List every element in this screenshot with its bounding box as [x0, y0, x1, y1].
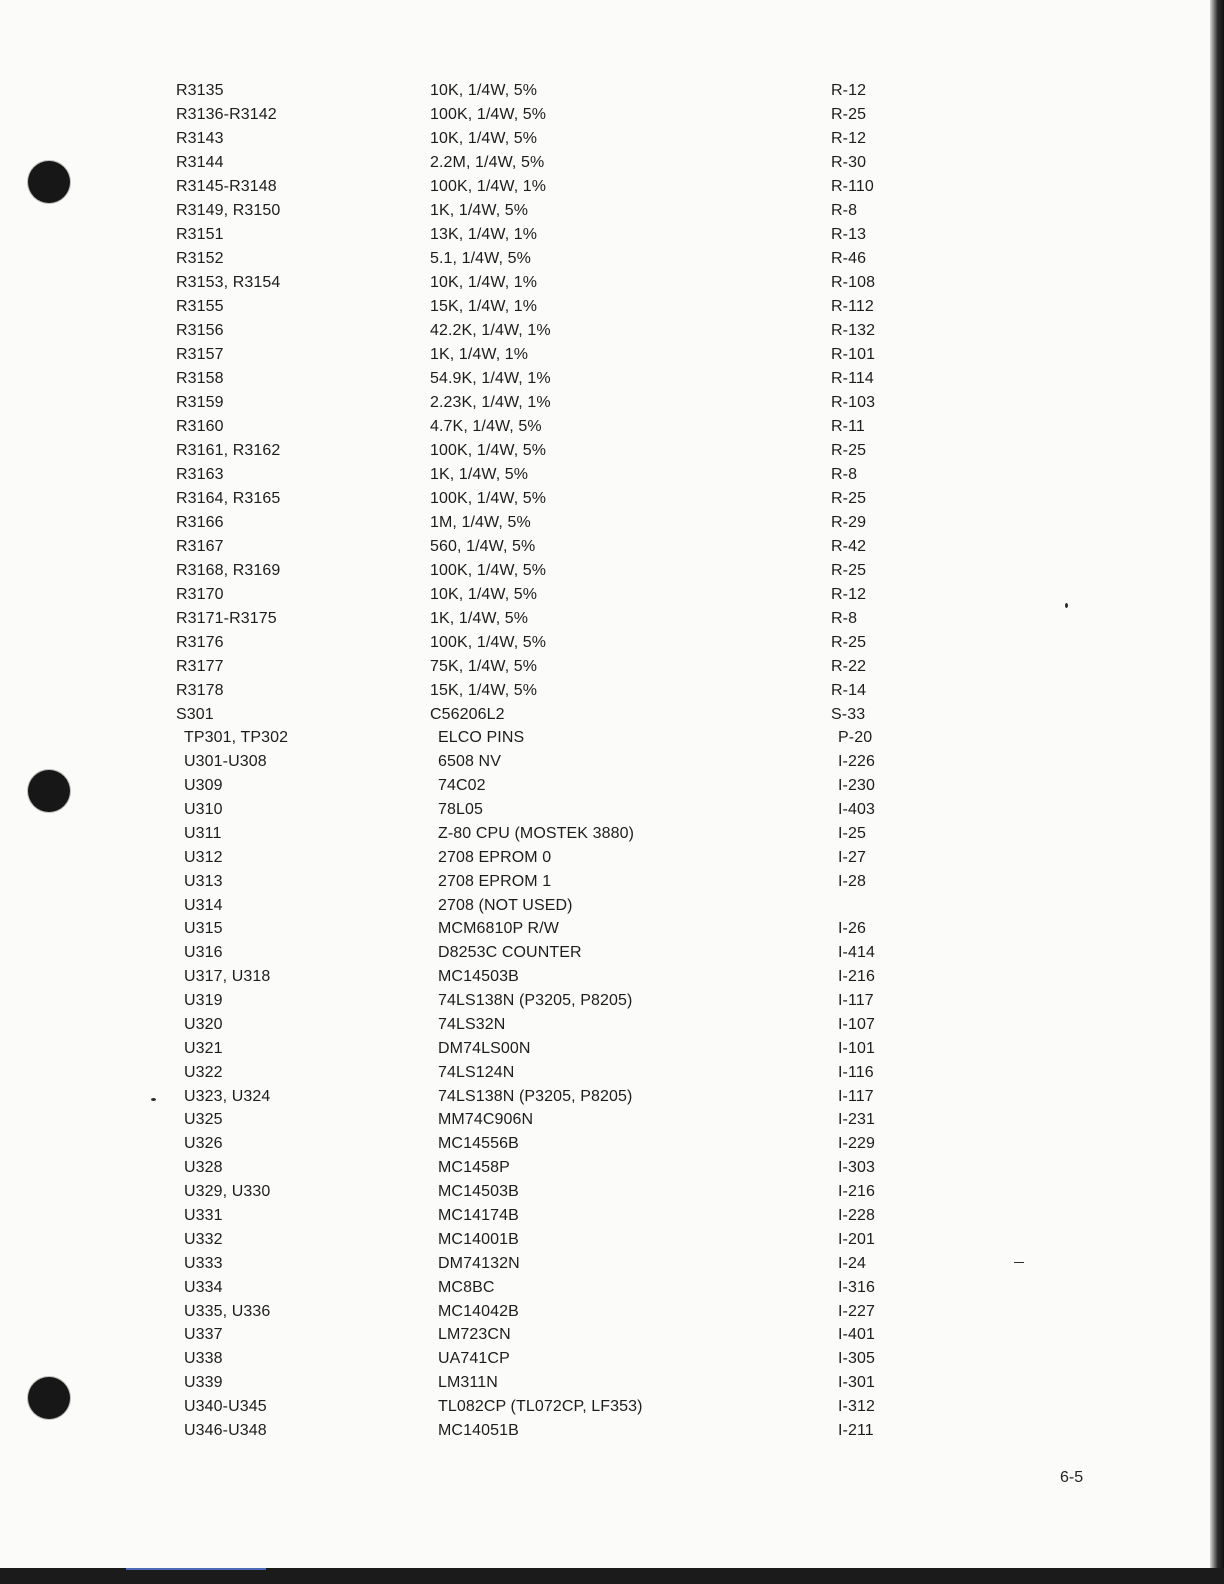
- part-description: D8253C COUNTER: [438, 944, 582, 961]
- part-reference: U320: [184, 1016, 223, 1033]
- part-code: R-8: [831, 466, 858, 483]
- parts-row: [0, 1204, 1224, 1228]
- part-code: I-26: [838, 920, 866, 937]
- part-description: MC14042B: [438, 1303, 519, 1320]
- part-code: R-46: [831, 250, 867, 267]
- part-description: 10K, 1/4W, 5%: [430, 586, 538, 603]
- parts-row: [0, 583, 1224, 607]
- part-code: R-11: [831, 418, 865, 435]
- part-code: I-117: [838, 992, 874, 1009]
- parts-row: [0, 631, 1224, 655]
- part-description: TL082CP (TL072CP, LF353): [438, 1398, 643, 1415]
- parts-row: [0, 1132, 1224, 1156]
- parts-row: [0, 989, 1224, 1013]
- parts-row: [0, 343, 1224, 367]
- part-reference: U311: [184, 825, 222, 842]
- part-reference: R3164, R3165: [176, 490, 281, 507]
- part-code: R-25: [831, 562, 867, 579]
- part-description: 1M, 1/4W, 5%: [430, 514, 531, 531]
- part-description: MC8BC: [438, 1279, 495, 1296]
- part-code: R-114: [831, 370, 874, 387]
- part-description: 2708 EPROM 1: [438, 873, 552, 890]
- parts-row: [0, 151, 1224, 175]
- part-code: P-20: [838, 729, 873, 746]
- part-description: 1K, 1/4W, 5%: [430, 466, 529, 483]
- scanner-bottom-edge: [0, 1568, 1224, 1584]
- part-reference: U314: [184, 897, 223, 914]
- part-reference: R3163: [176, 466, 224, 483]
- parts-row: [0, 535, 1224, 559]
- parts-row: [0, 1347, 1224, 1371]
- part-reference: U309: [184, 777, 223, 794]
- part-reference: U339: [184, 1374, 223, 1391]
- parts-row: [0, 870, 1224, 894]
- part-reference: R3143: [176, 130, 224, 147]
- part-code: I-216: [838, 968, 875, 985]
- part-code: R-101: [831, 346, 876, 363]
- part-description: 74LS32N: [438, 1016, 506, 1033]
- parts-row: [0, 1371, 1224, 1395]
- part-reference: R3156: [176, 322, 224, 339]
- part-description: 74LS138N (P3205, P8205): [438, 1088, 633, 1105]
- part-code: I-303: [838, 1159, 875, 1176]
- part-code: I-230: [838, 777, 875, 794]
- parts-row: [0, 559, 1224, 583]
- part-description: MC14051B: [438, 1422, 519, 1439]
- part-description: 10K, 1/4W, 5%: [430, 82, 538, 99]
- part-reference: U321: [184, 1040, 223, 1057]
- part-description: 74C02: [438, 777, 486, 794]
- part-reference: R3136-R3142: [176, 106, 277, 123]
- part-reference: U337: [184, 1326, 223, 1343]
- part-reference: R3170: [176, 586, 224, 603]
- parts-row: [0, 607, 1224, 631]
- part-code: I-301: [838, 1374, 875, 1391]
- part-reference: R3153, R3154: [176, 274, 281, 291]
- part-reference: R3158: [176, 370, 224, 387]
- part-code: I-27: [838, 849, 866, 866]
- part-reference: R3149, R3150: [176, 202, 281, 219]
- part-reference: R3151: [176, 226, 224, 243]
- part-code: R-112: [831, 298, 874, 315]
- part-description: DM74LS00N: [438, 1040, 531, 1057]
- part-code: R-12: [831, 130, 867, 147]
- part-reference: R3171-R3175: [176, 610, 277, 627]
- part-code: I-101: [838, 1040, 875, 1057]
- part-reference: U329, U330: [184, 1183, 271, 1200]
- part-reference: R3178: [176, 682, 224, 699]
- part-reference: R3160: [176, 418, 224, 435]
- parts-row: [0, 798, 1224, 822]
- part-code: R-25: [831, 106, 867, 123]
- parts-row: [0, 750, 1224, 774]
- part-reference: TP301, TP302: [184, 729, 289, 746]
- part-code: I-116: [838, 1064, 874, 1081]
- parts-row: [0, 319, 1224, 343]
- part-description: 100K, 1/4W, 1%: [430, 178, 547, 195]
- part-description: 54.9K, 1/4W, 1%: [430, 370, 551, 387]
- parts-row: [0, 1419, 1224, 1443]
- part-description: MM74C906N: [438, 1111, 534, 1128]
- part-reference: R3144: [176, 154, 224, 171]
- part-code: I-316: [838, 1279, 875, 1296]
- part-reference: S301: [176, 706, 214, 723]
- part-description: MC14001B: [438, 1231, 519, 1248]
- part-description: 74LS124N: [438, 1064, 515, 1081]
- part-code: R-12: [831, 586, 867, 603]
- part-reference: U328: [184, 1159, 223, 1176]
- part-description: 100K, 1/4W, 5%: [430, 106, 547, 123]
- parts-row: [0, 199, 1224, 223]
- part-description: MC14503B: [438, 968, 519, 985]
- part-code: R-25: [831, 634, 867, 651]
- part-description: MC1458P: [438, 1159, 510, 1176]
- parts-row: [0, 846, 1224, 870]
- parts-row: [0, 463, 1224, 487]
- part-code: I-312: [838, 1398, 875, 1415]
- part-code: I-201: [838, 1231, 875, 1248]
- parts-row: [0, 175, 1224, 199]
- part-reference: R3145-R3148: [176, 178, 277, 195]
- part-code: R-8: [831, 202, 858, 219]
- parts-row: [0, 1061, 1224, 1085]
- part-reference: U325: [184, 1111, 223, 1128]
- part-reference: U333: [184, 1255, 223, 1272]
- part-reference: U322: [184, 1064, 223, 1081]
- part-description: 2.23K, 1/4W, 1%: [430, 394, 551, 411]
- part-description: 78L05: [438, 801, 483, 818]
- part-code: R-132: [831, 322, 876, 339]
- parts-row: [0, 894, 1224, 918]
- part-code: I-414: [838, 944, 875, 961]
- part-code: I-25: [838, 825, 866, 842]
- page-number: 6-5: [1060, 1469, 1084, 1486]
- part-description: 10K, 1/4W, 1%: [430, 274, 538, 291]
- part-description: ELCO PINS: [438, 729, 525, 746]
- part-description: C56206L2: [430, 706, 505, 723]
- parts-row: [0, 1085, 1224, 1109]
- parts-row: [0, 367, 1224, 391]
- part-code: S-33: [831, 706, 866, 723]
- part-description: 1K, 1/4W, 5%: [430, 202, 529, 219]
- part-code: R-42: [831, 538, 867, 555]
- part-reference: R3152: [176, 250, 224, 267]
- part-code: I-231: [838, 1111, 875, 1128]
- part-description: MC14556B: [438, 1135, 519, 1152]
- part-description: 2708 (NOT USED): [438, 897, 573, 914]
- parts-row: [0, 271, 1224, 295]
- part-description: 1K, 1/4W, 5%: [430, 610, 529, 627]
- part-reference: R3135: [176, 82, 224, 99]
- parts-row: [0, 1013, 1224, 1037]
- part-description: 15K, 1/4W, 5%: [430, 682, 538, 699]
- parts-row: [0, 1156, 1224, 1180]
- part-description: Z-80 CPU (MOSTEK 3880): [438, 825, 635, 842]
- part-description: MCM6810P R/W: [438, 920, 559, 937]
- parts-row: [0, 1323, 1224, 1347]
- part-code: I-24: [838, 1255, 866, 1272]
- part-description: MC14174B: [438, 1207, 519, 1224]
- part-reference: R3159: [176, 394, 224, 411]
- part-reference: U335, U336: [184, 1303, 271, 1320]
- part-reference: U331: [184, 1207, 223, 1224]
- part-code: R-14: [831, 682, 867, 699]
- parts-row: [0, 941, 1224, 965]
- part-code: I-117: [838, 1088, 874, 1105]
- part-description: 42.2K, 1/4W, 1%: [430, 322, 551, 339]
- part-description: 74LS138N (P3205, P8205): [438, 992, 633, 1009]
- parts-row: [0, 726, 1224, 750]
- scanner-bottom-accent: [126, 1568, 266, 1570]
- part-code: I-216: [838, 1183, 875, 1200]
- part-reference: U313: [184, 873, 223, 890]
- part-code: R-110: [831, 178, 874, 195]
- part-reference: U340-U345: [184, 1398, 267, 1415]
- part-reference: U323, U324: [184, 1088, 271, 1105]
- part-reference: R3167: [176, 538, 224, 555]
- parts-row: [0, 295, 1224, 319]
- part-description: LM311N: [438, 1374, 498, 1391]
- parts-row: [0, 127, 1224, 151]
- parts-row: [0, 247, 1224, 271]
- parts-row: [0, 1180, 1224, 1204]
- part-reference: U312: [184, 849, 223, 866]
- parts-row: [0, 103, 1224, 127]
- scanner-right-edge: [1210, 0, 1224, 1584]
- parts-row: [0, 965, 1224, 989]
- part-code: I-305: [838, 1350, 875, 1367]
- part-description: MC14503B: [438, 1183, 519, 1200]
- parts-row: [0, 79, 1224, 103]
- parts-row: [0, 1300, 1224, 1324]
- part-description: 2708 EPROM 0: [438, 849, 552, 866]
- parts-row: [0, 223, 1224, 247]
- part-reference: R3161, R3162: [176, 442, 281, 459]
- part-code: I-226: [838, 753, 875, 770]
- part-code: R-22: [831, 658, 867, 675]
- part-code: I-107: [838, 1016, 875, 1033]
- part-code: I-227: [838, 1303, 875, 1320]
- part-description: 5.1, 1/4W, 5%: [430, 250, 531, 267]
- part-code: R-25: [831, 490, 867, 507]
- part-reference: U316: [184, 944, 223, 961]
- parts-row: [0, 1395, 1224, 1419]
- parts-row: [0, 391, 1224, 415]
- part-description: 100K, 1/4W, 5%: [430, 634, 547, 651]
- part-description: 6508 NV: [438, 753, 501, 770]
- parts-row: [0, 679, 1224, 703]
- part-reference: U338: [184, 1350, 223, 1367]
- part-description: LM723CN: [438, 1326, 511, 1343]
- parts-row: [0, 415, 1224, 439]
- part-description: UA741CP: [438, 1350, 510, 1367]
- part-code: R-8: [831, 610, 858, 627]
- part-code: R-103: [831, 394, 876, 411]
- part-code: I-403: [838, 801, 875, 818]
- part-description: 10K, 1/4W, 5%: [430, 130, 538, 147]
- part-description: 15K, 1/4W, 1%: [430, 298, 538, 315]
- part-description: 13K, 1/4W, 1%: [430, 226, 538, 243]
- part-description: DM74132N: [438, 1255, 520, 1272]
- part-description: 560, 1/4W, 5%: [430, 538, 536, 555]
- parts-row: [0, 1108, 1224, 1132]
- parts-row: [0, 511, 1224, 535]
- part-reference: U315: [184, 920, 223, 937]
- parts-row: [0, 655, 1224, 679]
- part-reference: R3177: [176, 658, 224, 675]
- part-code: R-12: [831, 82, 867, 99]
- part-code: R-108: [831, 274, 876, 291]
- part-reference: R3168, R3169: [176, 562, 281, 579]
- part-code: R-29: [831, 514, 867, 531]
- part-reference: R3166: [176, 514, 224, 531]
- parts-row: [0, 917, 1224, 941]
- part-reference: U319: [184, 992, 223, 1009]
- part-code: I-228: [838, 1207, 875, 1224]
- part-code: I-28: [838, 873, 866, 890]
- parts-row: [0, 774, 1224, 798]
- part-code: R-13: [831, 226, 867, 243]
- part-description: 1K, 1/4W, 1%: [430, 346, 529, 363]
- part-description: 100K, 1/4W, 5%: [430, 442, 547, 459]
- part-description: 100K, 1/4W, 5%: [430, 562, 547, 579]
- parts-row: [0, 1276, 1224, 1300]
- part-description: 75K, 1/4W, 5%: [430, 658, 538, 675]
- part-reference: U334: [184, 1279, 223, 1296]
- part-code: I-211: [838, 1422, 874, 1439]
- parts-row: [0, 1252, 1224, 1276]
- part-code: I-401: [838, 1326, 875, 1343]
- parts-row: [0, 1228, 1224, 1252]
- part-reference: U346-U348: [184, 1422, 267, 1439]
- part-reference: R3157: [176, 346, 224, 363]
- part-description: 2.2M, 1/4W, 5%: [430, 154, 545, 171]
- parts-row: [0, 439, 1224, 463]
- part-reference: U332: [184, 1231, 223, 1248]
- part-code: R-25: [831, 442, 867, 459]
- part-reference: U301-U308: [184, 753, 267, 770]
- parts-row: [0, 822, 1224, 846]
- part-reference: U326: [184, 1135, 223, 1152]
- part-reference: R3155: [176, 298, 224, 315]
- part-description: 100K, 1/4W, 5%: [430, 490, 547, 507]
- parts-row: [0, 703, 1224, 727]
- parts-row: [0, 487, 1224, 511]
- part-reference: U310: [184, 801, 223, 818]
- part-reference: R3176: [176, 634, 224, 651]
- parts-row: [0, 1037, 1224, 1061]
- part-description: 4.7K, 1/4W, 5%: [430, 418, 542, 435]
- part-reference: U317, U318: [184, 968, 271, 985]
- part-code: I-229: [838, 1135, 875, 1152]
- part-code: R-30: [831, 154, 867, 171]
